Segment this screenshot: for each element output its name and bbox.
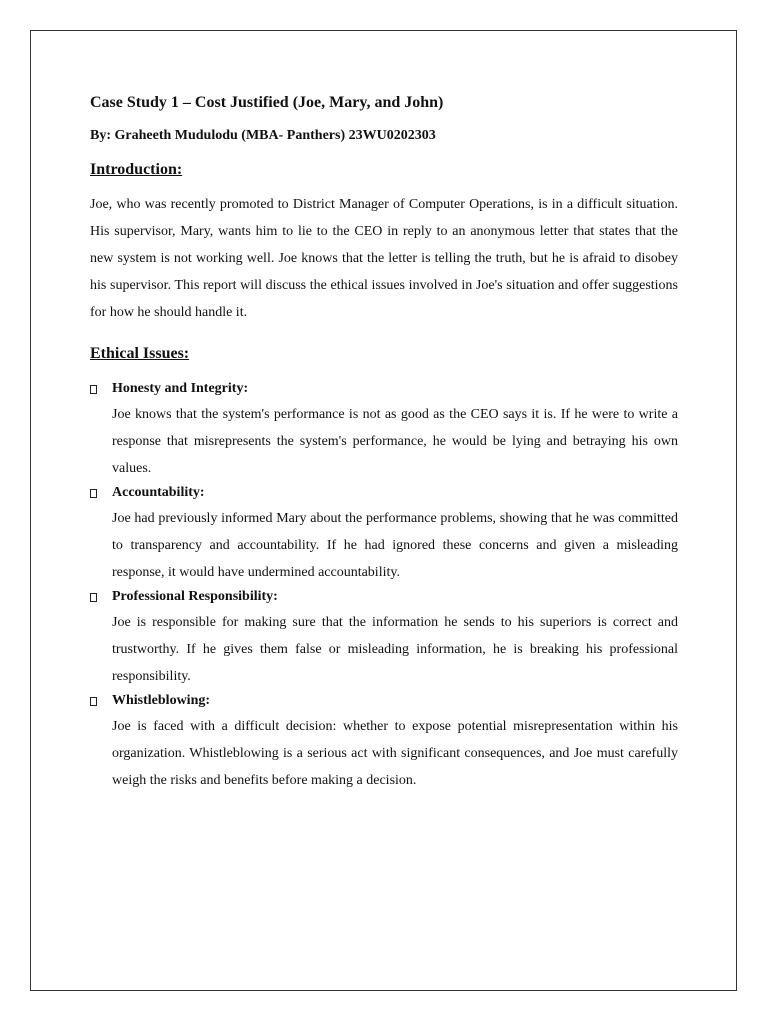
issue-body-accountability: Joe had previously informed Mary about the performance problems, showing that he was committed to transparency and accountability. If he had ignored these concerns and given a misleading response, it would have undermined accountability. — [112, 511, 678, 580]
issue-body-whistleblowing: Joe is faced with a difficult decision: whether to expose potential misrepresentation within his organization. Whistleblowing is a serious act with significant consequences, and Joe must carefully weigh the risks and benefits before making a decision. — [112, 719, 678, 788]
document-title: Case Study 1 – Cost Justified (Joe, Mary, and John) — [90, 94, 444, 111]
issue-heading-honesty: Honesty and Integrity: — [112, 381, 249, 396]
issue-heading-accountability: Accountability: — [112, 485, 205, 500]
issue-body-professional-responsibility: Joe is responsible for making sure that the information he sends to his superiors is correct and trustworthy. If he gives them false or misleading information, he is breaking his professional responsibility. — [112, 615, 678, 684]
issue-heading-whistleblowing: Whistleblowing: — [112, 693, 211, 708]
ethical-issues-list — [90, 379, 678, 794]
issue-heading-professional-responsibility: Professional Responsibility: — [112, 589, 278, 604]
list-item — [90, 379, 678, 482]
ethical-issues-heading: Ethical Issues: — [90, 345, 190, 362]
square-bullet-icon — [90, 385, 97, 394]
square-bullet-icon — [90, 489, 97, 498]
document-body — [90, 92, 678, 795]
list-item — [90, 587, 678, 690]
document-byline: By: Graheeth Mudulodu (MBA- Panthers) 23WU0202303 — [90, 128, 436, 143]
list-item — [90, 691, 678, 794]
square-bullet-icon — [90, 697, 97, 706]
list-item — [90, 483, 678, 586]
introduction-heading: Introduction: — [90, 161, 183, 178]
square-bullet-icon — [90, 593, 97, 602]
introduction-paragraph: Joe, who was recently promoted to District Manager of Computer Operations, is in a difficult situation. His supervisor, Mary, wants him to lie to the CEO in reply to an anonymous letter that states that the new system is not working well. Joe knows that the letter is telling the truth, but he is afraid to disobey his supervisor. This report will discuss the ethical issues involved in Joe's situation and offer suggestions for how he should handle it. — [90, 197, 678, 320]
issue-body-honesty: Joe knows that the system's performance is not as good as the CEO says it is. If he were to write a response that misrepresents the system's performance, he would be lying and betraying his own values. — [112, 407, 678, 476]
